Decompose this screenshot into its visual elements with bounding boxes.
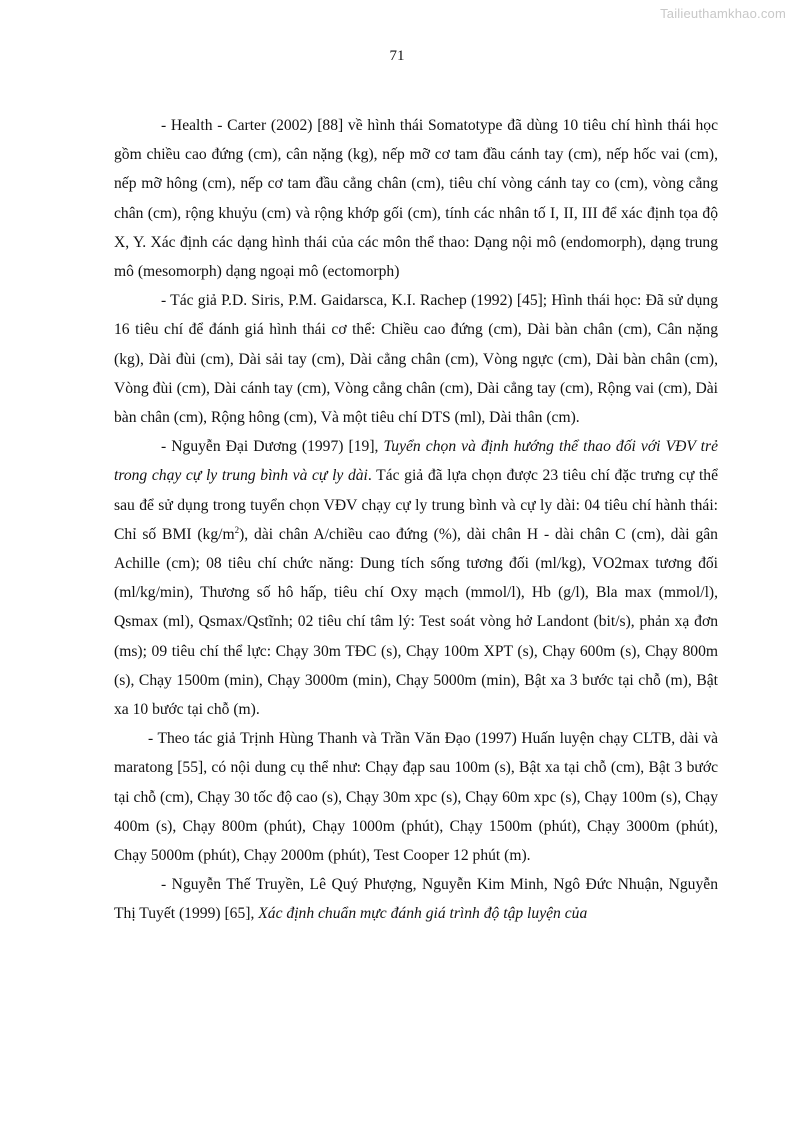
paragraph-nguyen-dai-duong bbox=[114, 432, 718, 724]
superscript-exponent: 2 bbox=[234, 524, 240, 535]
work-title-italic: Tuyển chọn và định hướng thể thao đối với VĐV trẻ trong chạy cự ly trung bình và cự ly dài bbox=[114, 438, 718, 485]
watermark-text: Tailieuthamkhao.com bbox=[660, 6, 786, 21]
work-title-italic: Xác định chuẩn mực đánh giá trình độ tập luyện của bbox=[258, 905, 588, 923]
paragraph-health-carter: - Health - Carter (2002) [88] về hình thái Somatotype đã dùng 10 tiêu chí hình thái học gồm chiều cao đứng (cm), cân nặng (kg), nếp mỡ cơ tam đầu cánh tay (cm), nếp hốc vai (cm), nếp mỡ hông (cm), nếp cơ tam đầu cẳng chân (cm), tiêu chí vòng cánh tay co (cm), vòng cẳng chân (cm), rộng khuỷu (cm) và rộng khớp gối (cm), tính các nhân tố I, II, III để xác định tọa độ X, Y. Xác định các dạng hình thái của các môn thể thao: Dạng nội mô (endomorph), dạng trung mô (mesomorph) dạng ngoại mô (ectomorph) bbox=[114, 117, 718, 281]
paragraph-body-text: . Tác giả đã lựa chọn được 23 tiêu chí đặc trưng cự thể sau để sử dụng trong tuyển chọn VĐV chạy cự ly trung bình và cự ly dài: 04 tiêu chí hành thái: Chỉ số BMI (kg/m bbox=[114, 467, 718, 543]
paragraph-siris: - Tác giả P.D. Siris, P.M. Gaidarsca, K.I. Rachep (1992) [45]; Hình thái học: Đã sử dụng 16 tiêu chí để đánh giá hình thái cơ thể: Chiều cao đứng (cm), Dài bàn chân (cm), Cân nặng (kg), Dài đùi (cm), Dài sải tay (cm), Dài cẳng chân (cm), Vòng ngực (cm), Dài bàn chân (cm), Vòng đùi (cm), Dài cánh tay (cm), Vòng cẳng chân (cm), Dài cẳng tay (cm), Rộng vai (cm), Dài bàn chân (cm), Rộng hông (cm), Và một tiêu chí DTS (ml), Dài thân (cm). bbox=[114, 292, 718, 427]
paragraph-trinh-hung-thanh: - Theo tác giả Trịnh Hùng Thanh và Trần Văn Đạo (1997) Huấn luyện chạy CLTB, dài và maratong [55], có nội dung cụ thể như: Chạy đạp sau 100m (s), Bật xa tại chỗ (cm), Bật 3 bước tại chỗ (cm), Chạy 30 tốc độ cao (s), Chạy 30m xpc (s), Chạy 60m xpc (s), Chạy 100m (s), Chạy 400m (s), Chạy 800m (phút), Chạy 1000m (phút), Chạy 1500m (phút), Chạy 3000m (phút), Chạy 5000m (phút), Chạy 2000m (phút), Test Cooper 12 phút (m). bbox=[114, 730, 718, 865]
paragraph-nguyen-the-truyen bbox=[114, 870, 718, 928]
paragraph-body-text: ), dài chân A/chiều cao đứng (%), dài chân H - dài chân C (cm), dài gân Achille (cm); 08 tiêu chí chức năng: Dung tích sống tương đối (ml/kg), VO2max tương đối (ml/kg/min), Thương số hô hấp, tiêu chí Oxy mạch (mmol/l), Hb (g/l), Bla max (mmol/l), Qsmax (ml), Qsmax/Qstĩnh; 02 tiêu chí tâm lý: Test soát vòng hở Landont (bit/s), phản xạ đơn (ms); 09 tiêu chí thể lực: Chạy 30m TĐC (s), Chạy 100m XPT (s), Chạy 600m (s), Chạy 800m (s), Chạy 1500m (min), Chạy 3000m (min), Chạy 5000m (min), Bật xa 3 bước tại chỗ (m), Bật xa 10 bước tại chỗ (m). bbox=[114, 525, 718, 719]
document-body bbox=[114, 111, 718, 929]
page-number: 71 bbox=[389, 48, 405, 64]
paragraph-lead-text: - Nguyễn Thế Truyền, Lê Quý Phượng, Nguyễn Kim Minh, Ngô Đức Nhuận, Nguyễn Thị Tuyết (1999) [65], bbox=[114, 876, 718, 923]
paragraph-lead-text: - Nguyễn Đại Dương (1997) [19], bbox=[161, 438, 384, 456]
